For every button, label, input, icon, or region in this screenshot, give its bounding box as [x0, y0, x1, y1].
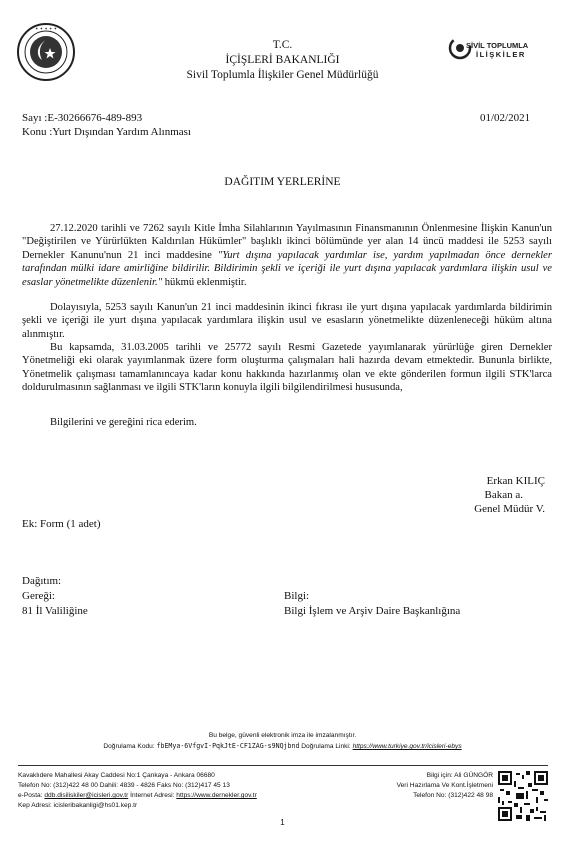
- distribution-label: Dağıtım:: [22, 575, 62, 587]
- gereği-label: Gereği:: [22, 590, 55, 602]
- email-link[interactable]: ddb.disiliskiler@icisleri.gov.tr: [44, 792, 129, 799]
- p3-text: Bu kapsamda, 31.03.2005 tarihli ve 25772 sayılı Resmi Gazetede yayımlanarak yürürlüğe giren Dernekler Yönetmeliği eki olarak yayımlanmak üzere form oluşturma çalışmaları hali hazırda devam etmektedir. Bununla birlikte, Yönetmelik çalışması tamamlanıncaya kadar konu hakkında hazırlanmış olan ve ekte gönderilen formun ilgili STK'larca doldurulmasının sağlanması ve ilgili STK'ların konuyla ilgili bilgilendirilmesi hususunda,: [22, 342, 552, 394]
- web-label: İnternet Adresi:: [128, 792, 177, 799]
- document-subject: Konu :Yurt Dışından Yardım Alınması: [22, 126, 191, 138]
- bilgi-label: Bilgi:: [284, 590, 310, 602]
- footer-divider: [18, 765, 548, 766]
- attachment-note: Ek: Form (1 adet): [22, 518, 101, 530]
- footer-contacts: [18, 791, 257, 800]
- email-label: e-Posta:: [18, 792, 45, 799]
- signer-title-2: Genel Müdür V.: [474, 503, 545, 515]
- header-tc: T.C.: [272, 39, 293, 51]
- body-paragraph-1: [22, 222, 552, 289]
- signer-name: Erkan KILIÇ: [486, 475, 545, 487]
- body-paragraph-3: [22, 341, 552, 395]
- document-number: Sayı :E-30266676-489-893: [22, 112, 143, 124]
- web-link[interactable]: https://www.dernekler.gov.tr: [176, 792, 257, 799]
- qr-code-icon: [498, 771, 548, 821]
- footer-kep: Kep Adresi: icisleribakanligi@hs01.kep.tr: [18, 802, 138, 809]
- footer-address: Kavaklıdere Mahallesi Akay Caddesi No:1 Çankaya - Ankara 06680: [18, 772, 215, 779]
- verify-label: Doğrulama Kodu:: [103, 743, 157, 750]
- svg-text:✦ ✦ ✦ ✦ ✦: ✦ ✦ ✦ ✦ ✦: [35, 26, 57, 31]
- info-phone: Telefon No: (312)422 48 98: [413, 792, 493, 799]
- verify-link[interactable]: https://www.turkiye.gov.tr/icisleri-ebys: [352, 743, 462, 750]
- verification-line: [0, 742, 565, 751]
- p1-text-b: hükmü eklenmiştir.: [162, 276, 247, 288]
- gereği-recipient: 81 İl Valiliğine: [22, 605, 88, 617]
- info-title: Veri Hazırlama Ve Kont.İşletmeni: [396, 782, 493, 789]
- p4-text: Bilgilerini ve gereğini rica ederim.: [50, 417, 197, 428]
- body-paragraph-2: [22, 301, 552, 341]
- header-ministry: İÇİŞLERİ BAKANLIĞI: [225, 54, 340, 66]
- bilgi-recipient: Bilgi İşlem ve Arşiv Daire Başkanlığına: [284, 605, 461, 617]
- esign-note: Bu belge, güvenli elektronik imza ile imzalanmıştır.: [208, 732, 357, 739]
- header-directorate: Sivil Toplumla İlişkiler Genel Müdürlüğü: [186, 69, 379, 81]
- p2-text: Dolayısıyla, 5253 sayılı Kanun'un 21 inci maddesinin ikinci fıkrası ile yurt dışına yapılacak yardımlarda bildirimin şekli ve içeriği ile yurt dışına yapılacak yardımlara ilişkin usul ve esasların yönetmelikte düzenleneceği hüküm altına alınmıştır.: [22, 302, 552, 340]
- document-title: DAĞITIM YERLERİNE: [224, 176, 341, 188]
- p1-text-a: 27.12.2020 tarihli ve 7262 sayılı Kitle İmha Silahlarının Yayılmasının Finansmanının Önlenmesine İlişkin Kanun'un "Değiştirilen ve Yürürlükten Kaldırılan Hükümler" başlıklı ikinci bölümünde yer alan 14 üncü maddesi ile 5253 sayılı Dernekler Kanunu'nun 21 inci maddesine: [22, 223, 552, 261]
- info-contact: Bilgi için: Ali GÜNGÖR: [426, 772, 493, 779]
- logo-text-line1: SİVİL TOPLUMLA: [466, 41, 529, 50]
- verify-code: fbEMya-6VfgvI-PqkJtE-CF1ZAG-s9NQjbnd: [156, 742, 300, 750]
- signer-title-1: Bakan a.: [484, 489, 523, 501]
- verify-link-label: Doğrulama Linki:: [299, 743, 353, 750]
- stk-logo: [448, 34, 548, 68]
- page-number: 1: [280, 818, 285, 827]
- logo-text-line2: İLİŞKİLER: [476, 50, 526, 59]
- body-paragraph-4: [22, 416, 552, 429]
- footer-phone: Telefon No: (312)422 48 00 Dahili: 4839 - 4826 Faks No: (312)417 45 13: [18, 782, 230, 789]
- p1-italic-quote: "Yurt dışına yapılacak yardımlar ise, yardım yapılmadan önce dernekler tarafından mülki idare amirliğine bildirilir. Bildirimin şekli ve içeriği ile yurt dışına yapılacak yardımlara ilişkin usul ve esaslar yönetmelikte düzenlenir.": [22, 249, 552, 288]
- document-date: 01/02/2021: [480, 112, 531, 124]
